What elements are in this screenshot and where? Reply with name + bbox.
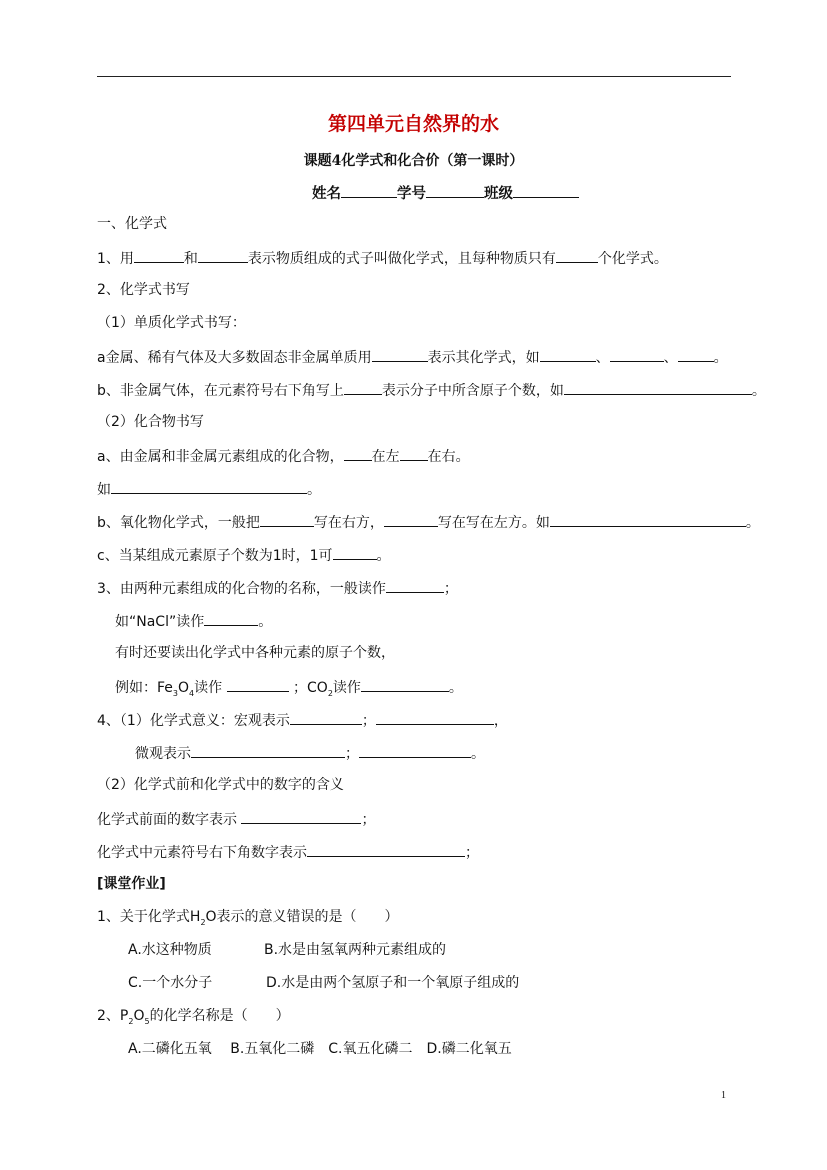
homework-heading: [课堂作业]: [97, 876, 166, 892]
blank[interactable]: [384, 512, 438, 527]
page-title: 第四单元自然界的水: [327, 113, 499, 135]
blank[interactable]: [564, 380, 752, 395]
q1-option-a[interactable]: A.水这种物质: [128, 942, 212, 958]
blank[interactable]: [134, 248, 184, 263]
item-4-meaning-micro: 微观表示 ； 。: [135, 743, 485, 763]
blank[interactable]: [198, 248, 248, 263]
blank[interactable]: [241, 809, 361, 824]
blank[interactable]: [610, 347, 664, 362]
id-label: 学号: [397, 185, 426, 202]
blank[interactable]: [372, 347, 428, 362]
question-2: 2、$P_2O_5$的化学名称是（ ）: [97, 1008, 290, 1026]
item-a-compound: a、由金属和非金属元素组成的化合物， 在左 在右。: [97, 446, 470, 466]
q1-option-b[interactable]: B.水是由氢氧两种元素组成的: [264, 942, 447, 958]
item-nacl: 如“NaCl”读作 。: [115, 611, 272, 631]
q2-options[interactable]: A.二磷化五氧 B.五氧化二磷 C.氧五化磷二 D.磷二化氧五: [128, 1041, 512, 1057]
blank[interactable]: [550, 512, 746, 527]
blank[interactable]: [556, 248, 598, 263]
question-1: 1、关于化学式$H_2O$表示的意义错误的是（ ）: [97, 909, 399, 927]
item-examples-fe3o4-co2: 例如：$Fe_3O_4$读作 ；$CO_2$读作 。: [115, 677, 463, 697]
blank[interactable]: [227, 677, 289, 692]
blank[interactable]: [386, 578, 444, 593]
item-4-meaning-macro: 4、（1）化学式意义：宏观表示 ； ，: [97, 710, 508, 730]
blank[interactable]: [540, 347, 596, 362]
section-1-heading: 一、化学式: [97, 216, 167, 232]
id-blank[interactable]: [426, 183, 484, 198]
student-info-row: [312, 182, 579, 203]
blank[interactable]: [376, 710, 494, 725]
header-rule: [97, 76, 731, 77]
subsection-2-2: （2）化合物书写: [97, 414, 204, 430]
name-label: 姓名: [312, 185, 341, 202]
blank[interactable]: [344, 446, 372, 461]
name-blank[interactable]: [341, 183, 397, 198]
blank[interactable]: [400, 446, 428, 461]
subsection-4-2: （2）化学式前和化学式中的数字的含义: [97, 777, 344, 793]
item-subscript: 化学式中元素符号右下角数字表示 ；: [97, 842, 479, 862]
section-2-heading: 2、化学式书写: [97, 282, 190, 298]
item-b-oxide: b、氧化物化学式，一般把 写在右方， 写在写在左方。如 。: [97, 512, 760, 532]
blank[interactable]: [361, 677, 449, 692]
subsection-2-1: （1）单质化学式书写：: [97, 315, 246, 331]
q1-option-d[interactable]: D.水是由两个氢原子和一个氧原子组成的: [266, 975, 520, 991]
item-coefficient: 化学式前面的数字表示 ；: [97, 809, 375, 829]
blank[interactable]: [359, 743, 471, 758]
class-label: 班级: [484, 185, 513, 202]
page-subtitle: 课题4化学式和化合价（第一课时）: [303, 153, 524, 169]
item-a-elements: a金属、稀有气体及大多数固态非金属单质用 表示其化学式，如 、 、 。: [97, 347, 728, 367]
class-blank[interactable]: [513, 183, 579, 198]
blank[interactable]: [111, 479, 307, 494]
blank[interactable]: [344, 380, 382, 395]
item-note: 有时还要读出化学式中各种元素的原子个数，: [115, 645, 395, 661]
item-3-naming: 3、由两种元素组成的化合物的名称，一般读作 ；: [97, 578, 458, 598]
q1-option-c[interactable]: C.一个水分子: [128, 975, 213, 991]
item-c-atom-count: c、当某组成元素原子个数为1时，1可 。: [97, 545, 391, 565]
blank[interactable]: [260, 512, 314, 527]
blank[interactable]: [191, 743, 345, 758]
blank[interactable]: [307, 842, 465, 857]
item-b-nonmetal-gas: b、非金属气体，在元素符号右下角写上 表示分子中所含原子个数，如 。: [97, 380, 766, 400]
blank[interactable]: [204, 611, 258, 626]
item-1: 1、用 和 表示物质组成的式子叫做化学式，且每种物质只有 个化学式。: [97, 248, 668, 268]
page-number: 1: [721, 1090, 726, 1101]
blank[interactable]: [678, 347, 714, 362]
blank[interactable]: [290, 710, 362, 725]
item-example: 如 。: [97, 479, 321, 499]
blank[interactable]: [333, 545, 377, 560]
